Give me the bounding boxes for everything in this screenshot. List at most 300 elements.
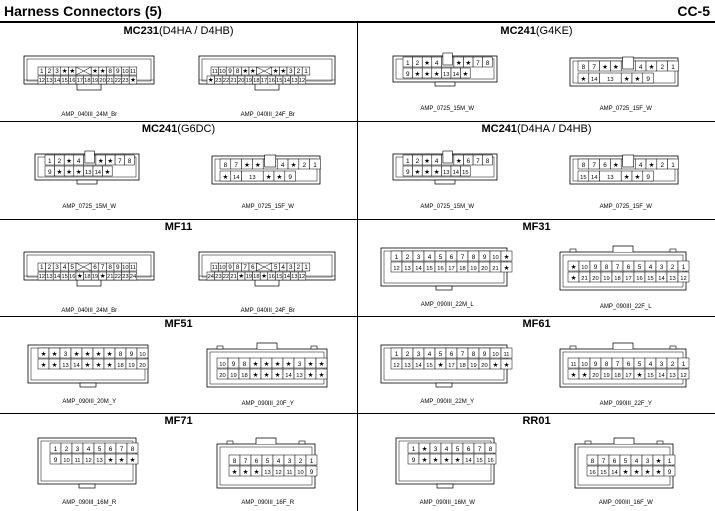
pin-number: 6 — [626, 264, 631, 271]
pin-number: 2 — [670, 361, 675, 368]
connector-tab — [670, 249, 676, 252]
pin-number: 5 — [438, 254, 443, 261]
pin-number: 15 — [462, 170, 469, 176]
pin-number: 23 — [214, 78, 222, 84]
male-connector — [34, 434, 144, 506]
pin-number: 1 — [40, 68, 44, 75]
unused-pin-mark: ★ — [104, 169, 111, 176]
pin-number: 12 — [393, 363, 400, 369]
pin-number: 12 — [680, 373, 687, 379]
pin-number: 16 — [589, 470, 596, 476]
unused-pin-mark: ★ — [456, 60, 462, 67]
connector-title — [0, 123, 357, 135]
connector-title — [0, 415, 357, 427]
pin-number: 7 — [118, 158, 122, 165]
pin-number: 7 — [234, 162, 238, 169]
pin-number: 20 — [592, 276, 599, 282]
pin-number: 15 — [61, 274, 69, 280]
unused-pin-mark: ★ — [462, 71, 469, 78]
connector-cell-mf11 — [0, 219, 357, 316]
grid-divider-horizontal — [0, 121, 715, 122]
pin-number: 11 — [286, 470, 293, 476]
connector-drawing — [213, 434, 323, 492]
pin-number: 20 — [99, 78, 107, 84]
unused-pin-mark: ★ — [98, 158, 104, 165]
connector-drawing — [14, 42, 164, 104]
pin-number: 8 — [232, 458, 237, 465]
pin-number: 2 — [302, 162, 306, 169]
connector-cell-mf51 — [0, 316, 357, 413]
pin-number: 4 — [77, 158, 81, 165]
unused-pin-mark: ★ — [414, 71, 421, 78]
unused-pin-mark: ★ — [276, 174, 283, 181]
pin-number: 6 — [626, 361, 631, 368]
pin-number: 9 — [593, 361, 598, 368]
page-number: CC-5 — [677, 3, 710, 19]
pin-number: 6 — [449, 254, 454, 261]
pin-number: 7 — [476, 158, 480, 165]
pin-number: 14 — [611, 470, 618, 476]
unused-pin-mark: ★ — [612, 162, 619, 169]
pin-number: 9 — [406, 71, 410, 78]
pin-number: 3 — [63, 351, 68, 358]
pin-number: 4 — [427, 351, 432, 358]
pin-number: 21 — [230, 274, 237, 280]
pin-number: 16 — [69, 78, 76, 84]
pin-number: 3 — [659, 361, 664, 368]
unused-pin-mark: ★ — [644, 469, 651, 476]
pin-number: 13 — [264, 470, 271, 476]
pin-number: 15 — [426, 266, 433, 272]
connector-drawing — [566, 48, 686, 98]
connector-spec: (D4HA / D4HB) — [158, 25, 234, 37]
pin-number: 20 — [219, 373, 226, 379]
connector-part-label: AMP_090III_22F_L — [599, 304, 652, 310]
pin-number: 2 — [57, 158, 62, 165]
unused-pin-mark: ★ — [570, 275, 577, 282]
pin-number: 14 — [452, 72, 460, 78]
pin-number: 2 — [298, 458, 303, 465]
pin-number: 15 — [426, 363, 433, 369]
pin-number: 10 — [492, 352, 499, 358]
pin-number: 17 — [625, 276, 632, 282]
unused-pin-mark: ★ — [73, 351, 80, 358]
pin-number: 4 — [638, 162, 643, 169]
connector-cell-mc241 — [0, 121, 357, 219]
connector-drawing — [377, 244, 517, 294]
pin-number: 21 — [581, 276, 588, 282]
male-connector — [29, 146, 149, 210]
connector-foot — [77, 280, 101, 286]
pin-number: 14 — [415, 266, 422, 272]
pin-number: 15 — [600, 470, 607, 476]
pin-number: 7 — [477, 446, 482, 453]
pin-number: 16 — [636, 276, 643, 282]
unused-pin-mark: ★ — [421, 457, 428, 464]
connector-id: MC241 — [141, 123, 178, 135]
pin-number: 10 — [63, 458, 70, 464]
pin-number: 2 — [64, 446, 69, 453]
connector-title — [358, 415, 715, 427]
pin-number: 3 — [297, 361, 302, 368]
pin-number: 7 — [476, 60, 480, 67]
pin-number: 6 — [250, 264, 255, 271]
pin-number: 18 — [459, 266, 466, 272]
unused-pin-mark: ★ — [622, 469, 629, 476]
connector-title — [358, 123, 715, 135]
pin-number: 6 — [466, 446, 471, 453]
unused-pin-mark: ★ — [623, 174, 630, 181]
unused-pin-mark: ★ — [118, 457, 125, 464]
connector-foot — [77, 180, 97, 184]
pin-number: 9 — [227, 264, 232, 271]
connector-latch — [614, 438, 634, 444]
pin-number: 18 — [252, 78, 260, 84]
unused-pin-mark: ★ — [424, 158, 431, 165]
connector-latch — [256, 438, 276, 444]
unused-pin-mark: ★ — [655, 458, 662, 465]
pin-number: 23 — [122, 274, 129, 280]
connector-drawing — [392, 434, 502, 492]
pin-number: 19 — [92, 78, 99, 84]
lock-window — [622, 57, 633, 69]
connector-id: MC231 — [123, 25, 159, 37]
pin-number: 3 — [288, 264, 293, 271]
connector-foot — [77, 84, 101, 90]
pin-number: 1 — [667, 458, 672, 465]
connector-id: MF31 — [522, 221, 551, 233]
pin-number: 17 — [448, 266, 455, 272]
unused-pin-mark: ★ — [249, 68, 256, 75]
pin-number: 1 — [309, 458, 314, 465]
pin-number: 5 — [637, 264, 642, 271]
pin-number: 19 — [603, 373, 610, 379]
pin-number: 9 — [227, 68, 232, 75]
unused-pin-mark: ★ — [263, 372, 270, 379]
pin-number: 13 — [248, 175, 256, 181]
pin-number: 7 — [119, 446, 124, 453]
pin-number: 11 — [74, 458, 81, 464]
pin-number: 11 — [130, 69, 137, 75]
connector-id: MF11 — [164, 221, 193, 233]
pin-number: 10 — [122, 69, 129, 75]
pin-number: 10 — [139, 352, 146, 358]
unused-pin-mark: ★ — [648, 162, 655, 169]
unused-pin-mark: ★ — [437, 362, 444, 369]
unused-pin-mark: ★ — [107, 457, 114, 464]
unused-pin-mark: ★ — [655, 469, 662, 476]
male-connector — [14, 42, 164, 118]
unused-pin-mark: ★ — [252, 372, 259, 379]
pin-number: 9 — [646, 174, 650, 181]
pin-number: 7 — [243, 458, 248, 465]
pin-number: 23 — [122, 78, 129, 84]
connector-part-label: AMP_090III_20F_Y — [241, 401, 294, 407]
connector-id: MC241 — [500, 25, 536, 37]
pin-number: 10 — [219, 362, 226, 368]
connector-drawing — [24, 341, 154, 391]
pin-number: 8 — [581, 162, 585, 169]
unused-pin-mark: ★ — [107, 158, 114, 165]
pin-number: 22 — [222, 78, 229, 84]
connector-drawing — [387, 146, 507, 196]
pin-number: 8 — [485, 60, 490, 67]
unused-pin-mark: ★ — [433, 169, 440, 176]
male-connector — [392, 434, 502, 506]
pin-number: 19 — [128, 363, 135, 369]
pin-number: 12 — [680, 276, 687, 282]
unused-pin-mark: ★ — [443, 457, 450, 464]
connector-id: MC241 — [481, 123, 517, 135]
pin-number: 9 — [116, 264, 120, 271]
connector-drawing — [566, 146, 686, 196]
pin-number: 8 — [108, 264, 113, 271]
connector-cell-mf61 — [358, 316, 715, 413]
unused-pin-mark: ★ — [454, 457, 461, 464]
unused-pin-mark: ★ — [424, 60, 431, 67]
connector-foot — [435, 180, 455, 184]
connector-title — [0, 221, 357, 233]
pin-number: 1 — [53, 446, 58, 453]
connector-title — [358, 25, 715, 37]
pin-number: 14 — [54, 274, 61, 280]
pin-number: 4 — [427, 254, 432, 261]
pin-number: 1 — [48, 158, 52, 165]
pin-number: 15 — [61, 78, 69, 84]
connector-cell-rr01 — [358, 413, 715, 511]
unused-pin-mark: ★ — [465, 60, 472, 67]
pin-number: 9 — [129, 351, 134, 358]
pin-number: 9 — [411, 457, 416, 464]
grid-divider-vertical — [357, 23, 358, 511]
pin-number: 18 — [459, 363, 466, 369]
connector-cell-mc241 — [358, 23, 715, 121]
connector-part-label: AMP_0725_15M_W — [420, 204, 475, 210]
unused-pin-mark: ★ — [243, 162, 250, 169]
lock-window — [85, 151, 94, 163]
pin-number: 1 — [406, 158, 410, 165]
pin-number: 15 — [579, 175, 587, 181]
unused-pin-mark: ★ — [456, 158, 462, 165]
pin-number: 12 — [298, 274, 305, 280]
pin-number: 17 — [76, 78, 84, 84]
pin-number: 22 — [114, 274, 122, 280]
pin-number: 9 — [309, 469, 314, 476]
unused-pin-mark: ★ — [570, 372, 577, 379]
pin-number: 19 — [470, 266, 477, 272]
connector-part-label: AMP_090III_16M_W — [419, 500, 475, 506]
pin-number: 9 — [667, 469, 672, 476]
pin-number: 8 — [485, 158, 490, 165]
pin-number: 8 — [604, 264, 609, 271]
pin-number: 1 — [681, 264, 686, 271]
connector-title — [0, 25, 357, 37]
pin-number: 14 — [415, 363, 422, 369]
unused-pin-mark: ★ — [503, 265, 510, 272]
pin-number: 2 — [660, 64, 664, 71]
pin-number: 14 — [285, 373, 292, 379]
pin-number: 13 — [606, 175, 614, 181]
grid-divider-horizontal — [0, 219, 715, 220]
page-header — [0, 0, 715, 22]
pin-number: 8 — [471, 254, 476, 261]
unused-pin-mark: ★ — [570, 264, 577, 271]
pin-number: 6 — [93, 264, 98, 271]
connector-id: RR01 — [522, 415, 551, 427]
pin-number: 15 — [647, 373, 654, 379]
pin-number: 13 — [46, 78, 53, 84]
unused-pin-mark: ★ — [612, 64, 619, 71]
pin-number: 4 — [648, 361, 653, 368]
pin-number: 9 — [646, 76, 650, 83]
pin-number: 22 — [114, 78, 122, 84]
unused-pin-mark: ★ — [51, 362, 58, 369]
unused-pin-mark: ★ — [61, 68, 68, 75]
pin-number: 8 — [108, 68, 113, 75]
pin-number: 21 — [107, 78, 114, 84]
unused-pin-mark: ★ — [432, 457, 439, 464]
pin-number: 5 — [623, 458, 628, 465]
unused-pin-mark: ★ — [421, 446, 428, 453]
pin-number: 12 — [38, 274, 46, 280]
pin-number: 4 — [648, 264, 653, 271]
pin-number: 8 — [118, 351, 123, 358]
unused-pin-mark: ★ — [56, 169, 63, 176]
pin-number: 2 — [296, 264, 300, 271]
grid-divider-horizontal — [0, 316, 715, 317]
female-connector — [556, 242, 696, 310]
grid-divider-horizontal — [0, 413, 715, 414]
pin-number: 6 — [108, 446, 113, 453]
pin-number: 14 — [283, 274, 290, 280]
connector-drawing — [377, 341, 517, 391]
pin-number: 2 — [670, 264, 675, 271]
pin-number: 11 — [503, 352, 510, 358]
unused-pin-mark: ★ — [280, 68, 286, 75]
male-connector — [14, 238, 164, 314]
pin-number: 18 — [84, 78, 91, 84]
pin-number: 14 — [658, 373, 665, 379]
pin-number: 14 — [54, 78, 61, 84]
pin-number: 3 — [75, 446, 80, 453]
pin-number: 4 — [86, 446, 91, 453]
pin-number: 3 — [659, 264, 664, 271]
pin-number: 10 — [218, 265, 226, 271]
pin-number: 7 — [243, 264, 247, 271]
pin-number: 8 — [471, 351, 476, 358]
connector-tab — [570, 346, 576, 349]
unused-pin-mark: ★ — [253, 469, 260, 476]
pin-number: 18 — [252, 274, 260, 280]
pin-number: 8 — [488, 446, 493, 453]
connector-part-label: AMP_090III_16F_R — [241, 500, 295, 506]
pin-number: 5 — [637, 361, 642, 368]
pin-number: 14 — [658, 276, 665, 282]
connector-drawing — [193, 42, 343, 104]
connector-part-label: AMP_040III_24F_Br — [240, 308, 295, 314]
pin-number: 12 — [393, 266, 400, 272]
connector-drawing — [34, 434, 144, 492]
unused-pin-mark: ★ — [84, 351, 91, 358]
connector-part-label: AMP_090III_22F_Y — [599, 401, 652, 407]
pin-number: 9 — [482, 351, 487, 358]
pin-number: 8 — [130, 446, 135, 453]
unused-pin-mark: ★ — [581, 372, 588, 379]
connector-part-label: AMP_040III_24M_Br — [61, 308, 118, 314]
pin-number: 2 — [47, 68, 52, 75]
pin-number: 16 — [69, 274, 76, 280]
connector-part-label: AMP_090III_20M_Y — [62, 399, 117, 405]
pin-number: 5 — [265, 458, 270, 465]
pin-number: 15 — [476, 458, 483, 464]
pin-number: 8 — [590, 458, 595, 465]
connector-part-label: AMP_040III_24F_Br — [240, 112, 295, 118]
connector-part-label: AMP_090III_16M_R — [62, 500, 117, 506]
connector-cell-mf71 — [0, 413, 357, 511]
pin-number: 7 — [615, 264, 620, 271]
connector-spec: (G6DC) — [177, 123, 216, 135]
pin-number: 16 — [268, 274, 275, 280]
pin-number: 7 — [592, 162, 596, 169]
pin-number: 3 — [288, 68, 293, 75]
unused-pin-mark: ★ — [290, 162, 297, 169]
connector-id: MF51 — [164, 318, 193, 330]
female-connector — [213, 434, 323, 506]
unused-pin-mark: ★ — [66, 169, 73, 176]
pin-number: 5 — [273, 264, 278, 271]
connector-tab — [585, 441, 591, 444]
pin-number: 19 — [245, 78, 252, 84]
pin-number: 3 — [645, 458, 650, 465]
pin-number: 13 — [85, 170, 92, 176]
pin-number: 6 — [449, 351, 454, 358]
pin-number: 5 — [455, 446, 460, 453]
pin-number: 10 — [492, 255, 499, 261]
female-connector — [556, 339, 696, 407]
connector-tab — [570, 249, 576, 252]
pin-number: 8 — [242, 361, 247, 368]
connector-tab — [299, 441, 305, 444]
unused-pin-mark: ★ — [601, 64, 608, 71]
connector-part-label: AMP_0725_15F_W — [241, 204, 294, 210]
pin-number: 17 — [448, 363, 455, 369]
pin-number: 14 — [232, 175, 240, 181]
pin-number: 20 — [481, 363, 488, 369]
male-connector — [377, 244, 517, 308]
female-connector — [193, 238, 343, 314]
pin-number: 1 — [313, 162, 317, 169]
pin-number: 9 — [288, 174, 292, 181]
pin-number: 13 — [290, 274, 298, 280]
unused-pin-mark: ★ — [40, 351, 47, 358]
unused-pin-mark: ★ — [242, 469, 249, 476]
unused-pin-mark: ★ — [130, 77, 137, 84]
lock-window — [443, 151, 452, 163]
unused-pin-mark: ★ — [207, 77, 214, 84]
pin-number: 11 — [570, 362, 577, 368]
pin-number: 5 — [70, 264, 75, 271]
pin-number: 2 — [415, 158, 420, 165]
connector-cell-mc231 — [0, 23, 357, 121]
unused-pin-mark: ★ — [66, 158, 73, 165]
unused-pin-mark: ★ — [424, 71, 431, 78]
pin-number: 4 — [281, 264, 285, 271]
connector-part-label: AMP_0725_15M_W — [62, 204, 117, 210]
pin-number: 8 — [604, 361, 609, 368]
pin-number: 17 — [260, 78, 267, 84]
unused-pin-mark: ★ — [75, 169, 82, 176]
pin-number: 15 — [275, 78, 283, 84]
